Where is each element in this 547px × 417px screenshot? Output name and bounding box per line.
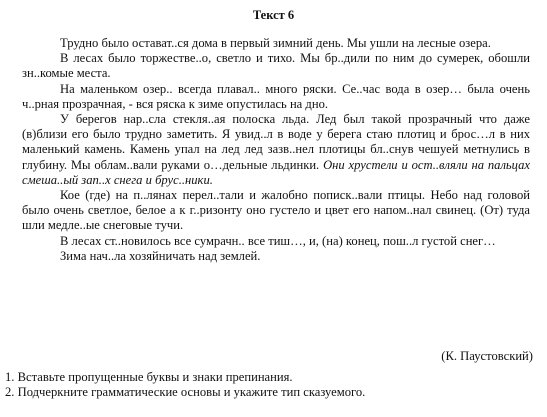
paragraph-7-text: Зима нач..ла хозяйничать над землей. (60, 248, 261, 263)
document-body (22, 36, 530, 264)
paragraph-4-text: У берегов нар..сла стекля..ая полоска льда. Лед был такой прозрачный что даже (в)близи его было трудно заметить. Я увид..л в воде у берега стаю плотиц и брос…л в них маленький камень. Камень упал на лед лед зазв..нел плотицы бл..снув чешуей метнулись в глубину. Мы облам..вали руками о…дельные льдинки. (22, 112, 530, 172)
paragraph-6 (22, 234, 530, 249)
paragraph-6-text: В лесах ст..новилось все сумрачн.. все тиш…, и, (на) конец, пош..л густой снег… (60, 233, 496, 248)
paragraph-5-text: Кое (где) на п..лянах перел..тали и жалобно пописк..вали птицы. Небо над головой было очень светлое, белое а к г..ризонту оно густело и цвет его напом..нал свинец. (От) туда шли медле..ые снеговые тучи. (22, 188, 530, 233)
document-title: Текст 6 (252, 8, 295, 22)
paragraph-1-text: Трудно было остават..ся дома в первый зимний день. Мы ушли на лесные озера. (60, 36, 491, 50)
paragraph-5 (22, 188, 530, 234)
task-item-2: 2. Подчеркните грамматические основы и укажите тип сказуемого. (5, 385, 366, 400)
paragraph-4 (22, 112, 530, 188)
paragraph-2 (22, 51, 530, 81)
paragraph-4-italic-text: Они хрустели и ост..вляли на пальцах смеша..ый зап..х снега и брус..ники. (22, 157, 531, 187)
paragraph-1 (22, 36, 530, 51)
paragraph-3-text: На маленьком озер.. всегда плавал.. много ряски. Се..час вода в озер… была очень ч..рная прозрачная, - вся ряска к зиме опустилась на дно. (22, 81, 530, 111)
task-item-1: 1. Вставьте пропущенные буквы и знаки препинания. (5, 370, 293, 384)
paragraph-3 (22, 82, 530, 112)
paragraph-7 (22, 249, 530, 264)
author-attribution: (К. Паустовский) (441, 349, 533, 363)
task-list (5, 370, 535, 401)
paragraph-2-text: В лесах было торжестве..о, светло и тихо. Мы бр..дили по ним до сумерек, обошли зн..комые места. (22, 51, 530, 81)
